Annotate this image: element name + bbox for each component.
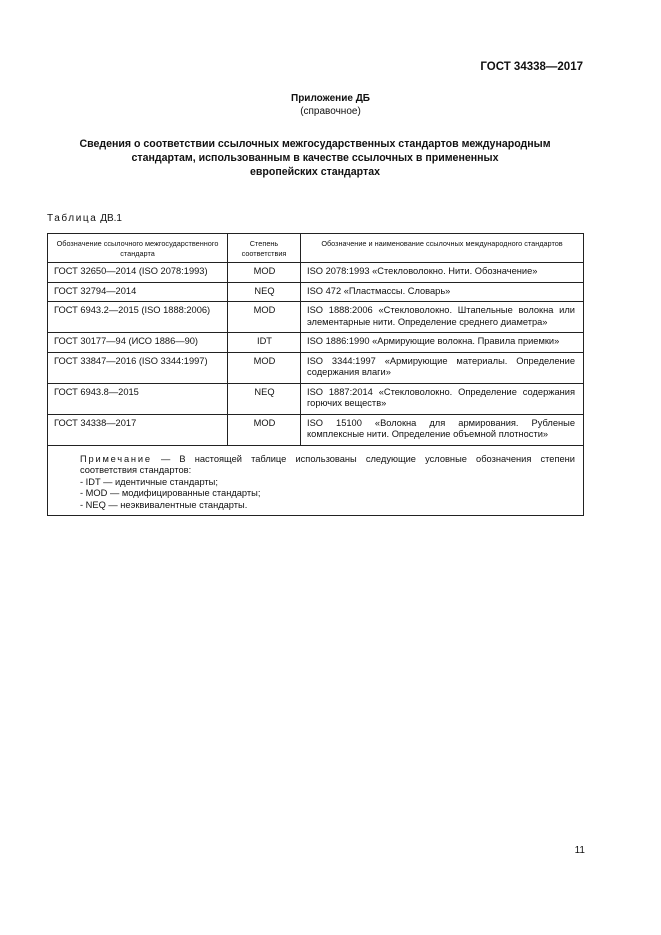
appendix-block (0, 92, 661, 118)
cell-degree: MOD (228, 263, 301, 283)
section-heading (55, 137, 575, 179)
table-caption-number: ДВ.1 (100, 213, 122, 224)
cell-standard: ISO 2078:1993 «Стекловолокно. Нити. Обозначение» (301, 263, 584, 283)
page-number: 11 (574, 845, 585, 856)
table-caption (47, 213, 122, 224)
cell-gost: ГОСТ 32794—2014 (48, 282, 228, 302)
note-label: Примечание (80, 453, 152, 464)
cell-degree: MOD (228, 352, 301, 383)
cell-degree: MOD (228, 302, 301, 333)
table-caption-label: Таблица (47, 213, 98, 224)
cell-standard: ISO 1887:2014 «Стекловолокно. Определение содержания горючих веществ» (301, 383, 584, 414)
table-row (48, 263, 584, 283)
appendix-subtitle: (справочное) (300, 106, 361, 117)
note-item-idt: - IDT — идентичные стандарты; (80, 476, 218, 487)
cell-degree: MOD (228, 414, 301, 445)
header-standard: Обозначение и наименование ссылочных международного стандартов (301, 234, 584, 263)
heading-line-3: европейских стандартах (250, 166, 380, 178)
table-row (48, 383, 584, 414)
note-item-mod: - MOD — модифицированные стандарты; (80, 488, 261, 498)
cell-degree: IDT (228, 333, 301, 353)
cell-gost: ГОСТ 32650—2014 (ISO 2078:1993) (48, 263, 228, 283)
table-note (48, 445, 584, 516)
cell-standard: ISO 1888:2006 «Стекловолокно. Штапельные волокна или элементарные нити. Определение среднего диаметра» (301, 302, 584, 333)
cell-standard: ISO 15100 «Волокна для армирования. Рубленые комплексные нити. Определение объемной плотности» (301, 414, 584, 445)
table-row (48, 352, 584, 383)
table-row (48, 282, 584, 302)
heading-line-2: стандартам, использованным в качестве ссылочных в примененных (131, 152, 499, 164)
document-code: ГОСТ 34338—2017 (480, 61, 583, 73)
cell-standard: ISO 1886:1990 «Армирующие волокна. Правила приемки» (301, 333, 584, 353)
table-note-row (48, 445, 584, 516)
note-item-neq: - NEQ — неэквивалентные стандарты. (80, 499, 248, 510)
cell-degree: NEQ (228, 282, 301, 302)
cell-gost: ГОСТ 30177—94 (ИСО 1886—90) (48, 333, 228, 353)
header-degree: Степень соответствия (228, 234, 301, 263)
cell-gost: ГОСТ 34338—2017 (48, 414, 228, 445)
cell-gost: ГОСТ 33847—2016 (ISO 3344:1997) (48, 352, 228, 383)
cell-standard: ISO 3344:1997 «Армирующие материалы. Определение содержания влаги» (301, 352, 584, 383)
table-header-row (48, 234, 584, 263)
cell-degree: NEQ (228, 383, 301, 414)
table-row (48, 333, 584, 353)
cell-gost: ГОСТ 6943.2—2015 (ISO 1888:2006) (48, 302, 228, 333)
heading-line-1: Сведения о соответствии ссылочных межгосударственных стандартов международным (79, 138, 551, 150)
correspondence-table (47, 233, 584, 516)
appendix-title: Приложение ДБ (291, 93, 370, 104)
cell-gost: ГОСТ 6943.8—2015 (48, 383, 228, 414)
table-row (48, 302, 584, 333)
header-gost: Обозначение ссылочного межгосударственного стандарта (48, 234, 228, 263)
note-text: — В настоящей таблице использованы следующие условные обозначения степени соответствия стандартов: (80, 453, 575, 475)
note-intro (80, 454, 575, 477)
cell-standard: ISO 472 «Пластмассы. Словарь» (301, 282, 584, 302)
table-row (48, 414, 584, 445)
